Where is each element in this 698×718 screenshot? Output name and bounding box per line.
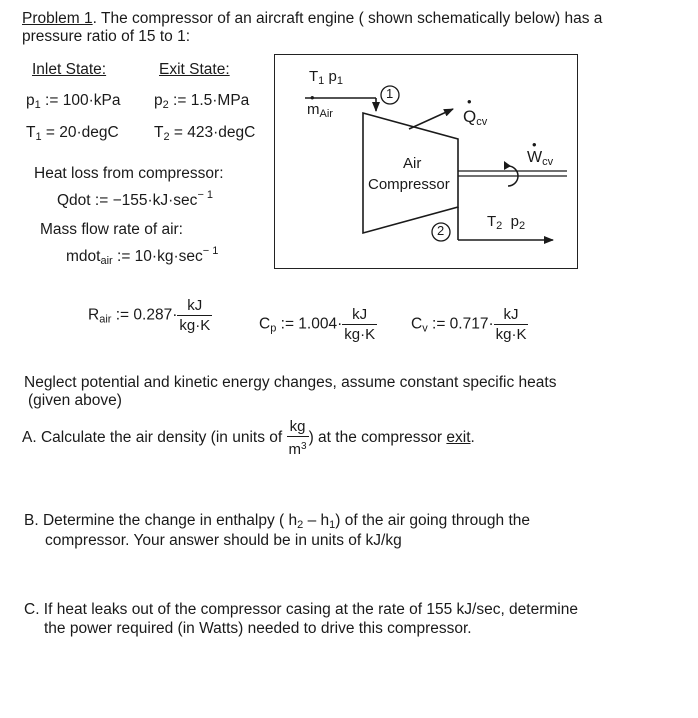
work-arrowhead — [504, 161, 511, 170]
question-c-line1: C. If heat leaks out of the compressor casing at the rate of 155 kJ/sec, determine — [24, 601, 578, 618]
inlet-temperature: $T_1$ = 20·degC — [26, 124, 119, 143]
exit-pressure: $p_2$ := 1.5·MPa — [154, 92, 250, 111]
diagram-exit-conditions: $T_2$ $p_2$ — [487, 213, 526, 232]
heat-transfer-arrow — [409, 109, 453, 129]
diagram-mass-flow: • $m_{Air}$ — [307, 90, 333, 120]
compressor-body — [363, 113, 458, 233]
diagram-work-rate: • $W_{cv}$ — [527, 137, 554, 168]
inlet-state-heading: Inlet State: — [32, 61, 107, 78]
assumptions-line1: Neglect potential and kinetic energy changes, assume constant specific heats — [24, 374, 557, 391]
exit-state-heading: Exit State: — [159, 61, 230, 78]
compressor-schematic — [274, 54, 578, 269]
assumptions-line2: (given above) — [28, 392, 122, 409]
inlet-pressure: $p_1$ := 100·kPa — [26, 92, 121, 111]
problem-title — [22, 10, 602, 28]
question-b-line1: B. Determine the change in enthalpy ( $h_2 - h_1$) of the air going through the — [24, 512, 530, 531]
specific-heat-cp: $C_p$ := 1.004· $\frac{kJ}{kg\cdot K}$ — [259, 306, 376, 343]
diagram-inlet-conditions: $T_1$ $p_1$ — [309, 68, 343, 87]
diagram-heat-rate: • $Q_{cv}$ — [463, 94, 488, 128]
question-c-line2: the power required (in Watts) needed to drive this compressor. — [44, 620, 472, 637]
specific-heat-cv: $C_v$ := 0.717· $\frac{kJ}{kg\cdot K}$ — [411, 306, 527, 343]
mass-flow-expression: mdot$_{air}$ := $10\cdot kg\cdot\sec^{- 1}$ — [66, 245, 219, 267]
gas-constant: $R_{air}$ := 0.287· $\frac{kJ}{kg\cdot K}$ — [88, 297, 211, 334]
problem-label: Problem 1 — [22, 10, 93, 27]
heat-loss-expression: Qdot := $-155\cdot kJ\cdot\sec^{- 1}$ — [57, 189, 214, 209]
problem-statement: . The compressor of an aircraft engine ( shown schematically below) has a — [92, 10, 603, 27]
exit-temperature: $T_2$ = 423·degC — [154, 124, 256, 143]
heat-loss-label: Heat loss from compressor: — [34, 165, 224, 182]
problem-statement-line2: pressure ratio of 15 to 1: — [22, 28, 191, 45]
mass-flow-label: Mass flow rate of air: — [40, 221, 183, 238]
exit-state-number: 2 — [437, 223, 445, 238]
question-a: A. Calculate the air density (in units of $\frac{kg}{m^3}$ ) at the compressor exit. — [22, 418, 475, 458]
compressor-label-line1: Air — [403, 155, 422, 172]
question-b-line2: compressor. Your answer should be in units of kJ/kg — [45, 532, 402, 549]
inlet-state-number: 1 — [386, 86, 394, 101]
compressor-label-line2: Compressor — [368, 176, 450, 193]
